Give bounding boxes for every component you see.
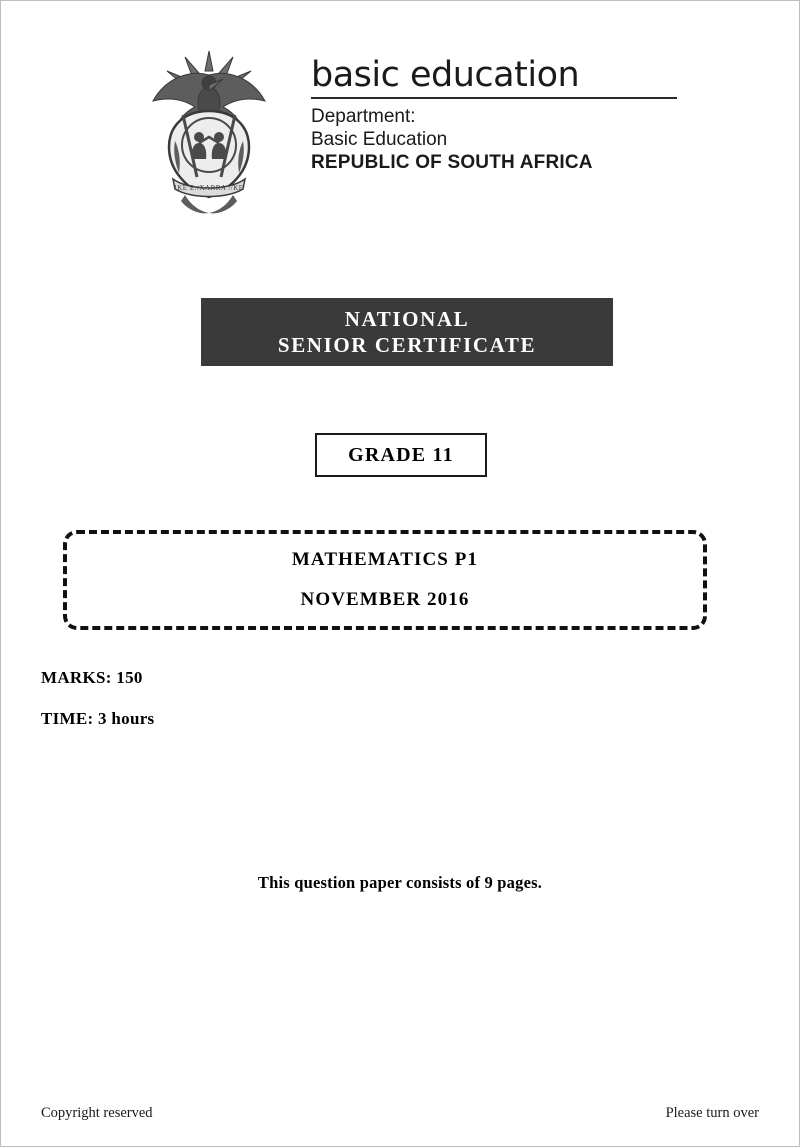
certificate-line-1: NATIONAL	[344, 307, 470, 331]
south-african-coat-of-arms-icon	[139, 45, 279, 220]
department-name: Basic Education	[311, 129, 448, 150]
document-header	[139, 45, 699, 225]
subject-title: MATHEMATICS P1	[291, 549, 479, 570]
grade-label: GRADE 11	[348, 443, 454, 466]
page-content	[19, 15, 781, 1132]
certificate-line-2: SENIOR CERTIFICATE	[277, 333, 537, 357]
marks-line: MARKS: 150	[41, 668, 143, 687]
brand-title: basic education	[311, 55, 580, 95]
grade-box	[315, 433, 487, 477]
time-line: TIME: 3 hours	[41, 709, 155, 728]
brand-block	[311, 55, 701, 174]
page-count-note: This question paper consists of 9 pages.	[257, 873, 543, 892]
footer-turn-over: Please turn over	[665, 1105, 759, 1121]
national-senior-certificate-band	[201, 298, 613, 366]
footer-copyright: Copyright reserved	[41, 1105, 153, 1121]
subject-box	[63, 530, 707, 630]
svg-text:!KE E:/XARRA //KE: !KE E:/XARRA //KE	[174, 184, 244, 192]
department-line: Department:	[311, 106, 416, 127]
page-footer	[41, 1105, 759, 1122]
exam-date: NOVEMBER 2016	[300, 589, 470, 610]
country-line: REPUBLIC OF SOUTH AFRICA	[311, 152, 593, 173]
brand-divider	[311, 97, 677, 99]
